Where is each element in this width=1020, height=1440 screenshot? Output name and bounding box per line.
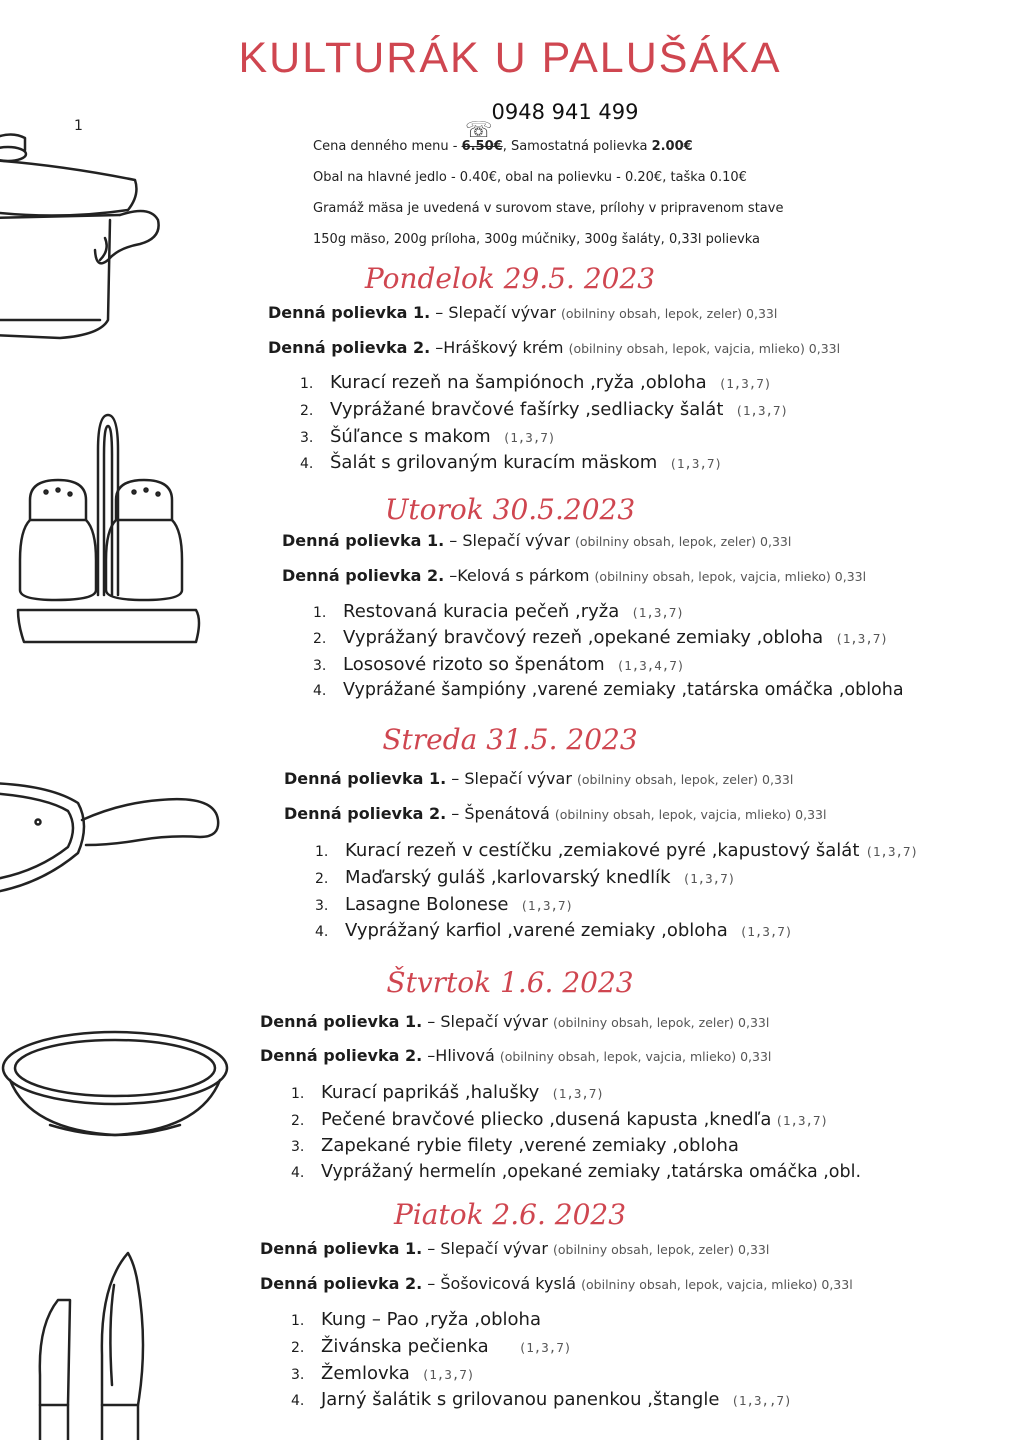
menu-item: 2. Pečené bravčové pliecko ,dusená kapusta ,knedľa (1,3,7): [291, 1109, 829, 1130]
restaurant-title: KULTURÁK U PALUŠÁKA: [238, 34, 782, 82]
menu-item: 1. Kurací rezeň v cestíčku ,zemiakové pyré ,kapustový šalát (1,3,7): [315, 840, 919, 861]
menu-item: 2. Maďarský guláš ,karlovarský knedlík (1,3,7): [315, 867, 736, 888]
menu-item: 4. Vyprážané šampióny ,varené zemiaky ,tatárska omáčka ,obloha: [313, 680, 904, 700]
menu-item: 1. Kung – Pao ,ryža ,obloha: [291, 1309, 541, 1330]
day-title: Piatok 2.6. 2023: [393, 1198, 627, 1231]
phone-number: [0, 100, 1020, 143]
menu-item: 1. Kurací paprikáš ,halušky (1,3,7): [291, 1082, 604, 1103]
soup-line: Denná polievka 1. – Slepačí vývar (obilniny obsah, lepok, zeler) 0,33l: [284, 769, 794, 788]
menu-item: 4. Vyprážaný hermelín ,opekané zemiaky ,tatárska omáčka ,obl.: [291, 1162, 862, 1182]
menu-item: 3. Šúľance s makom (1,3,7): [300, 426, 556, 447]
weight-note: Gramáž mäsa je uvedená v surovom stave, prílohy v pripravenom stave: [313, 201, 784, 216]
menu-item: 3. Lasagne Bolonese (1,3,7): [315, 894, 574, 915]
pot-illustration: [0, 120, 170, 350]
salt-pepper-illustration: [16, 410, 206, 655]
soup-line: Denná polievka 2. –Hlivová (obilniny obsah, lepok, vajcia, mlieko) 0,33l: [260, 1046, 772, 1065]
menu-item: 2. Živánska pečienka (1,3,7): [291, 1336, 572, 1357]
menu-item: 1. Restovaná kuracia pečeň ,ryža (1,3,7): [313, 601, 684, 622]
menu-item: 4. Vyprážaný karfiol ,varené zemiaky ,obloha (1,3,7): [315, 920, 793, 941]
day-title: Streda 31.5. 2023: [382, 723, 638, 756]
soup-line: Denná polievka 1. – Slepačí vývar (obilniny obsah, lepok, zeler) 0,33l: [282, 531, 792, 550]
phone-icon: ☏: [465, 118, 493, 143]
price-line: Cena denného menu - 6.50€, Samostatná polievka 2.00€: [313, 139, 693, 154]
packaging-line: Obal na hlavné jedlo - 0.40€, obal na polievku - 0.20€, taška 0.10€: [313, 170, 747, 185]
menu-item: 2. Vyprážané bravčové fašírky ,sedliacky šalát (1,3,7): [300, 399, 789, 420]
soup-line: Denná polievka 2. –Kelová s párkom (obilniny obsah, lepok, vajcia, mlieko) 0,33l: [282, 566, 867, 585]
menu-item: 3. Žemlovka (1,3,7): [291, 1363, 475, 1384]
bowl-illustration: [0, 1020, 235, 1150]
soup-line: Denná polievka 1. – Slepačí vývar (obilniny obsah, lepok, zeler) 0,33l: [260, 1239, 770, 1258]
menu-item: 3. Zapekané rybie filety ,verené zemiaky ,obloha: [291, 1135, 739, 1156]
soup-line: Denná polievka 1. – Slepačí vývar (obilniny obsah, lepok, zeler) 0,33l: [268, 303, 778, 322]
soup-line: Denná polievka 2. –Hráškový krém (obilniny obsah, lepok, vajcia, mlieko) 0,33l: [268, 338, 841, 357]
menu-price: 6.50€: [461, 139, 503, 154]
day-title: Štvrtok 1.6. 2023: [386, 966, 634, 999]
menu-item: 4. Jarný šalátik s grilovanou panenkou ,štangle (1,3,,7): [291, 1389, 792, 1410]
knives-illustration: [30, 1245, 170, 1440]
menu-item: 2. Vyprážaný bravčový rezeň ,opekané zemiaky ,obloha (1,3,7): [313, 627, 888, 648]
menu-item: 3. Lososové rizoto so špenátom (1,3,4,7): [313, 654, 685, 675]
menu-item: 4. Šalát s grilovaným kuracím mäskom (1,3,7): [300, 452, 723, 473]
day-title: Utorok 30.5.2023: [384, 493, 636, 526]
phone-number-text: 0948 941 499: [491, 100, 639, 124]
page-number: 1: [74, 118, 83, 134]
menu-item: 1. Kurací rezeň na šampiónoch ,ryža ,obloha (1,3,7): [300, 372, 772, 393]
day-title: Pondelok 29.5. 2023: [364, 262, 656, 295]
pan-illustration: [0, 775, 225, 910]
soup-line: Denná polievka 2. – Šošovicová kyslá (obilniny obsah, lepok, vajcia, mlieko) 0,33l: [260, 1274, 853, 1293]
soup-line: Denná polievka 1. – Slepačí vývar (obilniny obsah, lepok, zeler) 0,33l: [260, 1012, 770, 1031]
portions-line: 150g mäso, 200g príloha, 300g múčniky, 300g šaláty, 0,33l polievka: [313, 232, 761, 247]
soup-line: Denná polievka 2. – Špenátová (obilniny obsah, lepok, vajcia, mlieko) 0,33l: [284, 804, 827, 823]
soup-price: 2.00€: [651, 139, 693, 154]
